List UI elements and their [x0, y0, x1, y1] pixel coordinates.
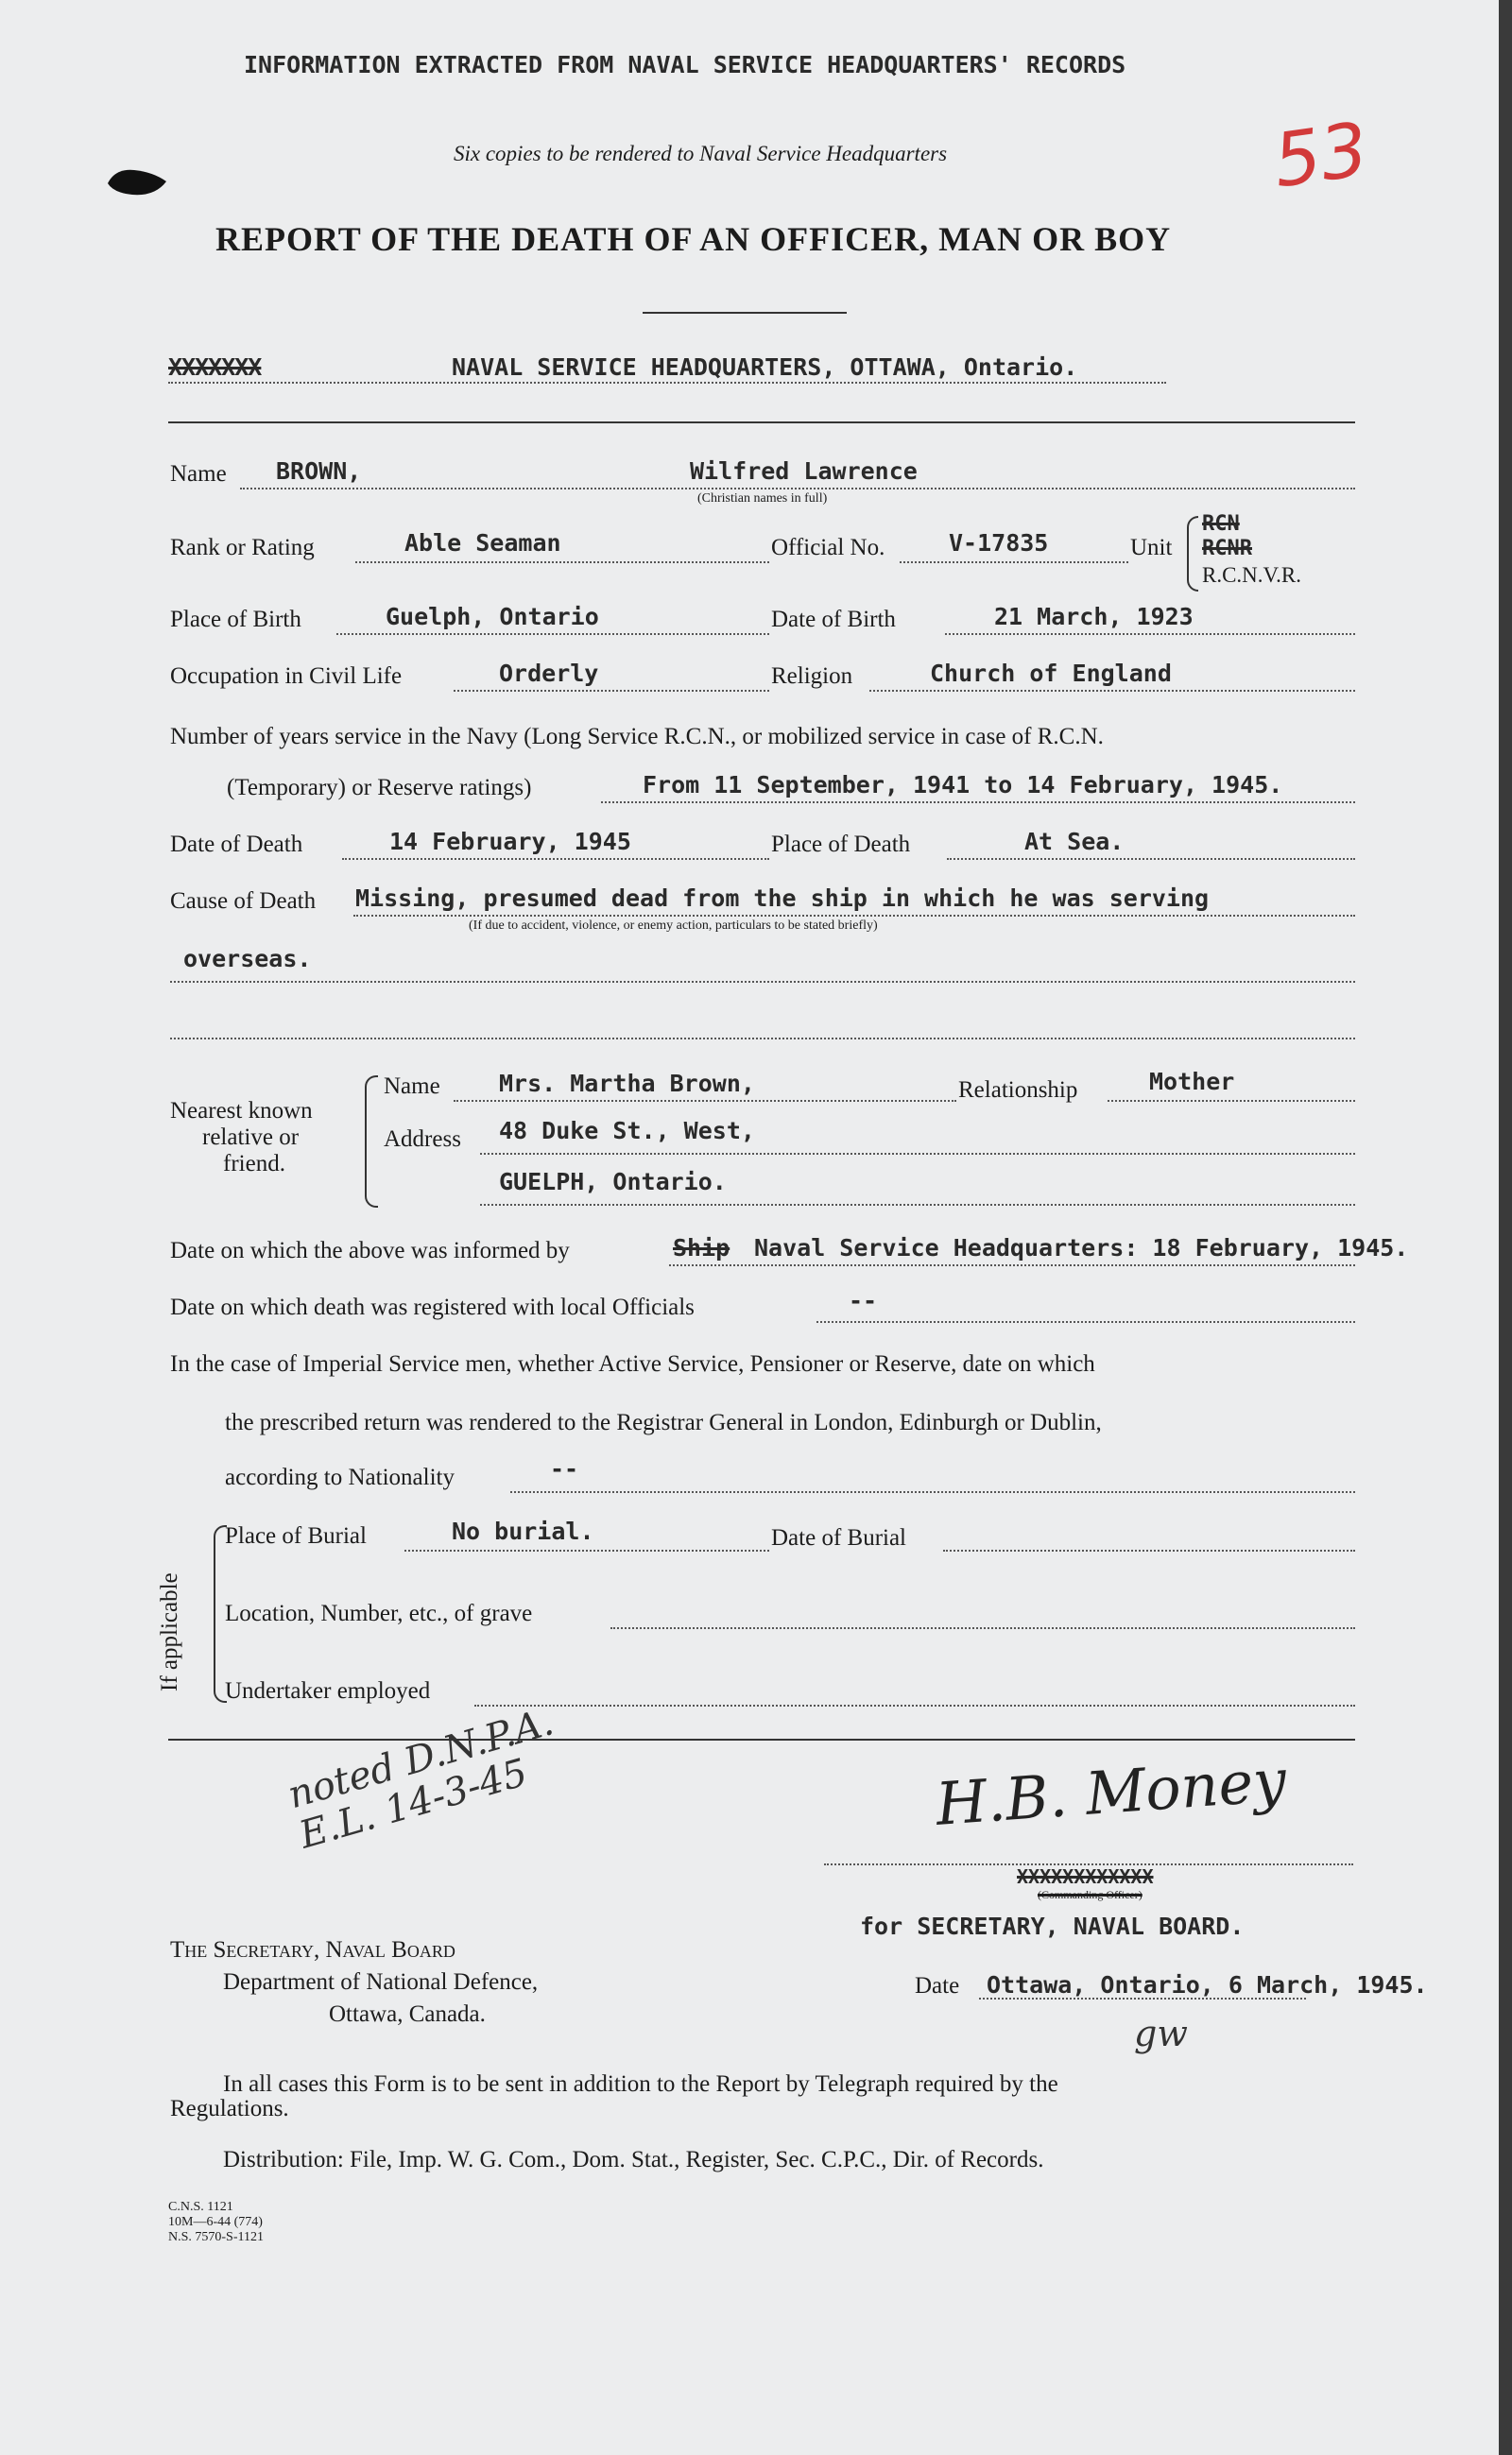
form-code-2: 10M—6-44 (774) — [168, 2215, 263, 2229]
cause-value-2: overseas. — [183, 945, 312, 972]
title-divider — [643, 312, 847, 314]
rank-label: Rank or Rating — [170, 535, 315, 560]
relative-brace — [365, 1075, 378, 1208]
relative-section-label-3: friend. — [223, 1151, 285, 1176]
form-code-3: N.S. 7570-S-1121 — [168, 2230, 264, 2244]
cause-value-1: Missing, presumed dead from the ship in which he was serving — [355, 884, 1210, 912]
birth-date-label: Date of Birth — [771, 607, 896, 632]
burial-side-label: If applicable — [157, 1572, 182, 1691]
burial-rule — [168, 1739, 1355, 1741]
footer-note-2: Regulations. — [170, 2096, 289, 2121]
folio-number: 53 — [1268, 107, 1374, 205]
struck-title: XXXXXXXXXXXX — [1017, 1865, 1154, 1888]
informed-label: Date on which the above was informed by — [170, 1238, 570, 1263]
signature: H.B. Money — [933, 1745, 1289, 1839]
unit-option-rcn: RCN — [1202, 512, 1240, 536]
date-value: Ottawa, Ontario, 6 March, 1945. — [987, 1971, 1428, 1999]
extract-title: INFORMATION EXTRACTED FROM NAVAL SERVICE HEADQUARTERS' RECORDS — [244, 51, 1126, 78]
death-date-value: 14 February, 1945 — [389, 828, 631, 855]
distribution-line: Distribution: File, Imp. W. G. Com., Dom. Stat., Register, Sec. C.P.C., Dir. of Records. — [223, 2147, 1044, 2172]
unit-brace — [1187, 516, 1198, 592]
imperial-text-3: according to Nationality — [225, 1465, 455, 1490]
relative-name-value: Mrs. Martha Brown, — [499, 1070, 755, 1097]
struck-prefix: XXXXXXX — [168, 353, 262, 381]
copies-note: Six copies to be rendered to Naval Service Headquarters — [454, 142, 948, 165]
name-label: Name — [170, 461, 227, 487]
secretary-address-1: The Secretary, Naval Board — [170, 1937, 455, 1963]
unit-option-rcnr: RCNR — [1202, 537, 1252, 560]
footer-note-1: In all cases this Form is to be sent in addition to the Report by Telegraph required by the — [223, 2071, 1058, 2097]
secretary-address-2: Department of National Defence, — [223, 1969, 539, 1995]
christian-names-note: (Christian names in full) — [697, 491, 828, 506]
struck-title-sub: (Commanding Officer) — [1038, 1888, 1143, 1901]
burial-place-value: No burial. — [452, 1518, 594, 1545]
secretary-address-3: Ottawa, Canada. — [329, 2001, 486, 2027]
relative-address-label: Address — [384, 1126, 461, 1152]
unit-label: Unit — [1130, 535, 1173, 560]
undertaker-label: Undertaker employed — [225, 1678, 431, 1704]
punch-hole — [102, 163, 170, 202]
birth-place-value: Guelph, Ontario — [386, 603, 599, 630]
burial-place-label: Place of Burial — [225, 1523, 367, 1549]
relative-name-label: Name — [384, 1073, 440, 1099]
imperial-value: -- — [550, 1455, 579, 1483]
registered-label: Date on which death was registered with local Officials — [170, 1295, 695, 1320]
official-no-label: Official No. — [771, 535, 885, 560]
report-title: REPORT OF THE DEATH OF AN OFFICER, MAN OR BOY — [215, 220, 1172, 258]
burial-date-label: Date of Burial — [771, 1525, 907, 1551]
surname-value: BROWN, — [276, 457, 362, 485]
death-place-value: At Sea. — [1024, 828, 1125, 855]
cause-note: (If due to accident, violence, or enemy action, particulars to be stated briefly) — [469, 918, 878, 933]
official-no-value: V-17835 — [949, 529, 1049, 557]
relationship-label: Relationship — [958, 1077, 1078, 1103]
grave-label: Location, Number, etc., of grave — [225, 1601, 533, 1626]
form-code-1: C.N.S. 1121 — [168, 2200, 233, 2214]
date-label: Date — [915, 1973, 960, 1999]
cause-label: Cause of Death — [170, 888, 317, 914]
religion-label: Religion — [771, 663, 853, 689]
imperial-text-1: In the case of Imperial Service men, whether Active Service, Pensioner or Reserve, date on which — [170, 1351, 1095, 1377]
death-date-label: Date of Death — [170, 832, 303, 857]
informed-struck: Ship — [673, 1234, 730, 1262]
service-label-1: Number of years service in the Navy (Long Service R.C.N., or mobilized service in case of R.C.N. — [170, 724, 1104, 749]
rank-value: Able Seaman — [404, 529, 561, 557]
death-place-label: Place of Death — [771, 832, 911, 857]
relationship-value: Mother — [1149, 1068, 1235, 1095]
relative-address-1: 48 Duke St., West, — [499, 1117, 755, 1144]
occupation-value: Orderly — [499, 660, 599, 687]
occupation-label: Occupation in Civil Life — [170, 663, 403, 689]
for-secretary: for SECRETARY, NAVAL BOARD. — [860, 1913, 1245, 1940]
relative-section-label-2: relative or — [202, 1124, 300, 1150]
birth-date-value: 21 March, 1923 — [994, 603, 1194, 630]
page-edge — [1499, 0, 1512, 2455]
origin-line: NAVAL SERVICE HEADQUARTERS, OTTAWA, Ontario. — [452, 353, 1078, 381]
birth-place-label: Place of Birth — [170, 607, 301, 632]
religion-value: Church of England — [930, 660, 1172, 687]
service-value: From 11 September, 1941 to 14 February, 1945. — [643, 771, 1283, 798]
registered-value: -- — [849, 1287, 878, 1314]
informed-value: Naval Service Headquarters: 18 February, 1945. — [754, 1234, 1409, 1262]
header-rule — [168, 421, 1355, 423]
service-label-2: (Temporary) or Reserve ratings) — [227, 775, 532, 800]
initials: gw — [1134, 2013, 1188, 2054]
imperial-text-2: the prescribed return was rendered to the Registrar General in London, Edinburgh or Dublin, — [225, 1410, 1102, 1435]
christian-names-value: Wilfred Lawrence — [690, 457, 918, 485]
unit-option-rcnvr: R.C.N.V.R. — [1202, 563, 1302, 587]
handwritten-note: noted D.N.P.A. E.L. 14-3-45 — [283, 1700, 558, 1858]
relative-address-2: GUELPH, Ontario. — [499, 1168, 727, 1195]
relative-section-label-1: Nearest known — [170, 1098, 313, 1124]
